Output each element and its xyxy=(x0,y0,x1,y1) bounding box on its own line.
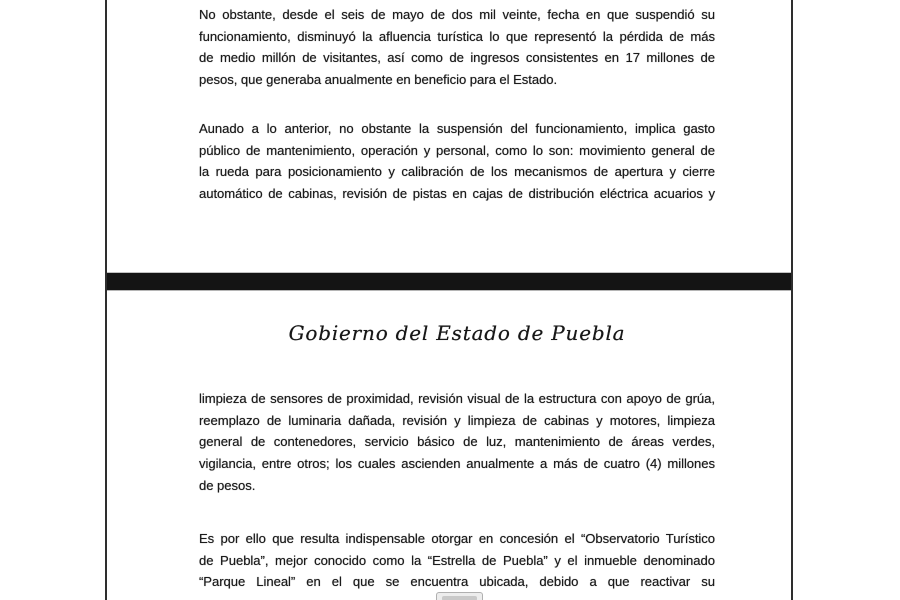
text-line: funcionamiento, disminuyó la afluencia turística lo que representó la pérdida de más xyxy=(199,28,715,44)
paragraph xyxy=(199,528,715,593)
text-line: Es por ello que resulta indispensable otorgar en concesión el “Observatorio Turístico xyxy=(199,531,715,546)
text-line: la rueda para posicionamiento y calibración de los mecanismos de apertura y cierre xyxy=(199,164,715,180)
letterhead-script: Gobierno del Estado de Puebla xyxy=(288,321,626,345)
text-line: limpieza de sensores de proximidad, revisión visual de la estructura con apoyo de grúa, xyxy=(199,391,715,406)
paragraph xyxy=(199,4,715,91)
text-line: Aunado a lo anterior, no obstante la suspensión del funcionamiento, implica gasto xyxy=(199,121,715,136)
text-line: público de mantenimiento, operación y personal, como lo son: movimiento general de xyxy=(199,142,715,158)
text-line: de pesos. xyxy=(199,477,256,493)
text-line: “Parque Lineal” en el que se encuentra ubicada, debido a que reactivar su xyxy=(199,574,715,590)
text-line: de Puebla”, mejor conocido como la “Estrella de Puebla” y el inmueble denominado xyxy=(199,552,715,568)
text-line: No obstante, desde el seis de mayo de dos mil veinte, fecha en que suspendió su xyxy=(199,7,715,22)
text-line: reemplazo de luminaria dañada, revisión y limpieza de cabinas y motores, limpieza xyxy=(199,412,715,428)
text-line: automático de cabinas, revisión de pistas en cajas de distribución eléctrica acuarios y xyxy=(199,186,715,202)
page-bottom-artifact-fill xyxy=(442,596,477,600)
page-bottom-artifact xyxy=(436,592,483,600)
paragraph xyxy=(199,388,715,496)
text-line: vigilancia, entre otros; los cuales ascienden anualmente a más de cuatro (4) millones xyxy=(199,456,715,472)
page-break-bar xyxy=(107,273,791,290)
page-right-border xyxy=(791,0,793,600)
text-line: general de contenedores, servicio básico de luz, mantenimiento de áreas verdes, xyxy=(199,434,715,450)
text-line: pesos, que generaba anualmente en beneficio para el Estado. xyxy=(199,72,558,88)
text-line: de medio millón de visitantes, así como de ingresos consistentes en 17 millones de xyxy=(199,50,715,66)
paragraph xyxy=(199,118,715,205)
page-left-border xyxy=(105,0,107,600)
